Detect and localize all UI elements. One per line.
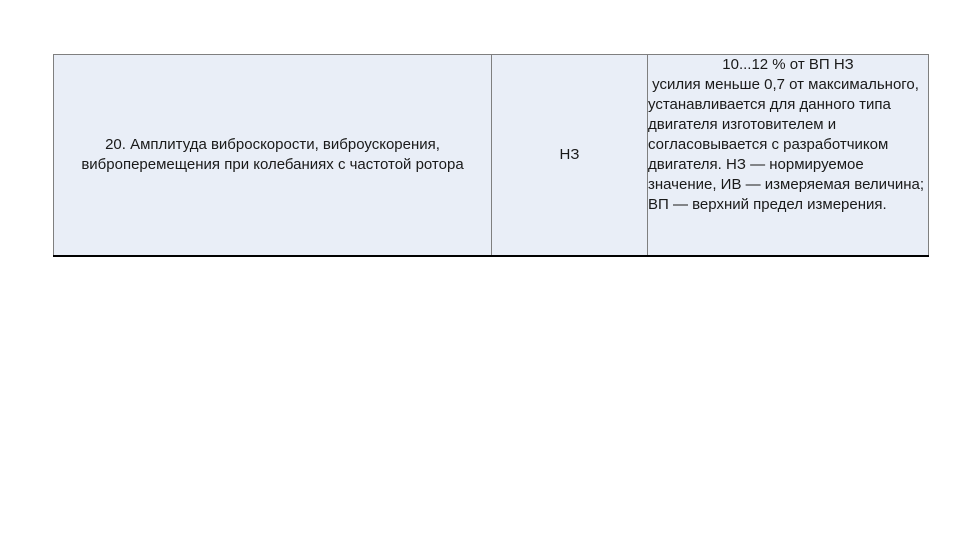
type-text: НЗ (559, 146, 580, 163)
table-row (54, 55, 929, 257)
note-head-text: 10...12 % от ВП НЗ (722, 56, 854, 73)
parameter-text: 20. Амплитуда виброскорости, виброускорения, виброперемещения при колебаниях с частотой ротора (81, 136, 464, 173)
note-cell (648, 55, 929, 257)
requirements-table (53, 54, 929, 257)
note-body-text: усилия меньше 0,7 от максимального, устанавливается для данного типа двигателя изготовителем и согласовывается с разработчиком двигателя. НЗ — нормируемое значение, ИВ — измеряемая величина; ВП — верхний предел измерения. (648, 76, 929, 213)
parameter-cell (54, 55, 492, 257)
type-cell (492, 55, 648, 257)
